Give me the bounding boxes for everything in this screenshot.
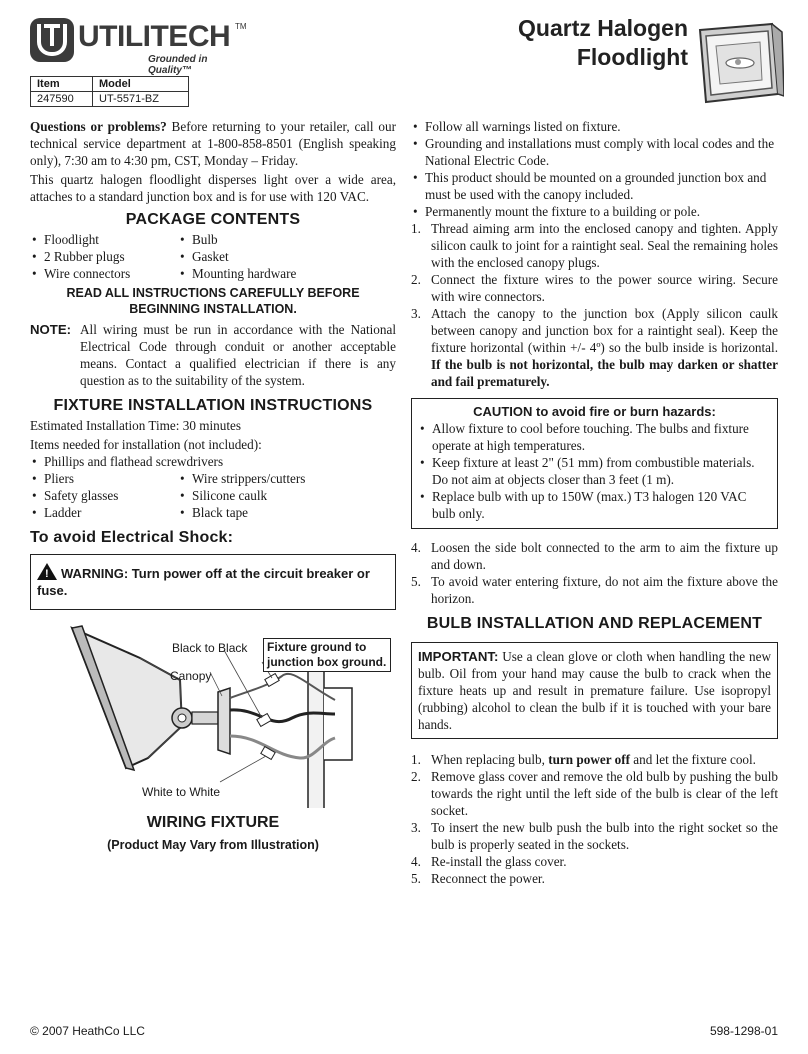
warning-icon: ! [37,563,57,580]
caution-heading: CAUTION to avoid fire or burn hazards: [473,404,716,419]
items-needed: Items needed for installation (not included): [30,437,262,452]
bulb-steps [411,751,778,887]
note-text: All wiring must be run in accordance with the National Electrical Code through conduit or another acceptable means. Contact a qualified electrician if there is any question as to the suitability of the system. [80,322,396,388]
warning-label: WARNING: [61,566,129,581]
black-to-black-label: Black to Black [172,641,248,655]
fixture-installation-heading: FIXTURE INSTALLATION INSTRUCTIONS [53,397,373,414]
caution-list [418,420,771,522]
white-to-white-label: White to White [142,785,221,799]
list-item: 1. Thread aiming arm into the enclosed canopy and tighten. Apply silicon caulk to joint for a raintight seal. Seal the remaining holes with the enclosed canopy plugs. [411,221,778,270]
list-item: 2. Connect the fixture wires to the power source wiring. Secure with wire connectors. [411,272,778,304]
list-item: • Phillips and flathead screwdrivers [30,453,396,470]
list-item: • Silicone caulk [178,487,396,504]
list-item: 3. To insert the new bulb push the bulb into the right socket so the bulb is properly seated in the sockets. [411,820,778,852]
list-item: 4. Loosen the side bolt connected to the arm to aim the fixture up and down. [411,540,778,572]
important-text: Use a clean glove or cloth when handling the new bulb. Oil from your hand may cause the bulb to crack when the fixture heats up and result in premature failure. Use isopropyl (rubbing) alcohol to clean the bulb if it is touched with your bare hands. [418,649,771,732]
wiring-caption: (Product May Vary from Illustration) [107,838,319,852]
description-paragraph: This quartz halogen floodlight disperses light over a wide area, attaches to a standard junction box and is for use with 120 VAC. [30,172,396,204]
list-item: • Gasket [178,248,396,265]
floodlight-product-icon [692,16,784,108]
right-column [411,118,778,887]
warning-box [30,554,396,610]
canopy-label: Canopy [170,669,212,683]
installation-steps [411,220,778,390]
ground-label: Fixture ground to junction box ground. [263,638,391,672]
item-header: Item [31,77,93,92]
product-title: Quartz Halogen Floodlight [518,15,688,70]
list-item: • Floodlight [30,231,178,248]
model-number: UT-5571-BZ [93,92,189,107]
left-column [30,118,396,854]
tools-grid [30,470,396,521]
list-item: • Wire connectors [30,265,178,282]
aiming-steps [411,539,778,607]
electrical-shock-heading: To avoid Electrical Shock: [30,529,234,546]
tools-list [30,453,396,470]
list-item: • Follow all warnings listed on fixture. [411,118,778,135]
list-item: • Permanently mount the fixture to a building or pole. [411,203,778,220]
brand-logo [30,18,250,76]
list-item: 2. Remove glass cover and remove the old bulb by pushing the bulb towards the right until the left side of the bulb is clear of the left socket. [411,769,778,818]
caution-box [411,398,778,529]
list-item: • Allow fixture to cool before touching. The bulbs and fixture operate at high temperatures. [418,420,771,454]
document-number: 598-1298-01 [709,1024,778,1038]
important-box [411,642,778,739]
list-item: • 2 Rubber plugs [30,248,178,265]
list-item: • Mounting hardware [178,265,396,282]
copyright: © 2007 HeathCo LLC [30,1024,145,1038]
brand-tagline: Grounded in Quality™ [148,54,208,76]
list-item: 1. When replacing bulb, turn power off and let the fixture cool. [411,752,756,767]
list-item: 4. Re-install the glass cover. [411,854,567,869]
list-item: • Bulb [178,231,396,248]
brand-trademark: TM [235,22,247,31]
installation-time: Estimated Installation Time: 30 minutes [30,418,241,433]
list-item: • This product should be mounted on a grounded junction box and must be used with the canopy included. [411,169,778,203]
note-block [30,321,396,389]
list-item: • Pliers [30,470,178,487]
list-item: • Grounding and installations must comply with local codes and the National Electric Code. [411,135,778,169]
model-header: Model [93,77,189,92]
list-item: • Safety glasses [30,487,178,504]
list-item: 5. To avoid water entering fixture, do not aim the fixture above the horizon. [411,574,778,606]
note-label: NOTE: [30,322,72,337]
questions-paragraph: Questions or problems? Before returning to your retailer, call our technical service department at 1-800-858-8501 (English speaking only), 7:30 am to 4:30 pm, CST, Monday – Friday. [30,119,396,168]
wiring-fixture-heading: WIRING FIXTURE [146,814,280,831]
item-number: 247590 [31,92,93,107]
warnings-list [411,118,778,220]
item-model-table [30,76,189,107]
list-item: • Ladder [30,504,178,521]
wiring-diagram [30,618,396,808]
warning-text: Turn power off at the circuit breaker or fuse. [37,566,370,598]
brand-name: UTILITECH [78,20,231,53]
package-contents-heading: PACKAGE CONTENTS [125,211,301,228]
list-item: • Replace bulb with up to 150W (max.) T3 halogen 120 VAC bulb only. [418,488,771,522]
list-item: 5. Reconnect the power. [411,871,545,886]
list-item: • Keep fixture at least 2" (51 mm) from combustible materials. Do not aim at objects closer than 3 feet (1 m). [418,454,771,488]
utilitech-logo-icon [30,18,74,62]
read-all-instructions: READ ALL INSTRUCTIONS CAREFULLY BEFORE BEGINNING INSTALLATION. [66,286,360,316]
package-contents-list [30,231,396,282]
bulb-installation-heading: BULB INSTALLATION AND REPLACEMENT [426,615,763,632]
important-label: IMPORTANT: [418,649,499,664]
list-item: • Black tape [178,504,396,521]
list-item: • Wire strippers/cutters [178,470,396,487]
list-item: 3. Attach the canopy to the junction box (Apply silicon caulk between canopy and junction box for a raintight seal). Keep the fixture horizontal (within +/- 4º) so the bulb inside is horizontal. If the bulb is not horizontal, the bulb may darken or shatter and fail prematurely. [411,306,778,389]
